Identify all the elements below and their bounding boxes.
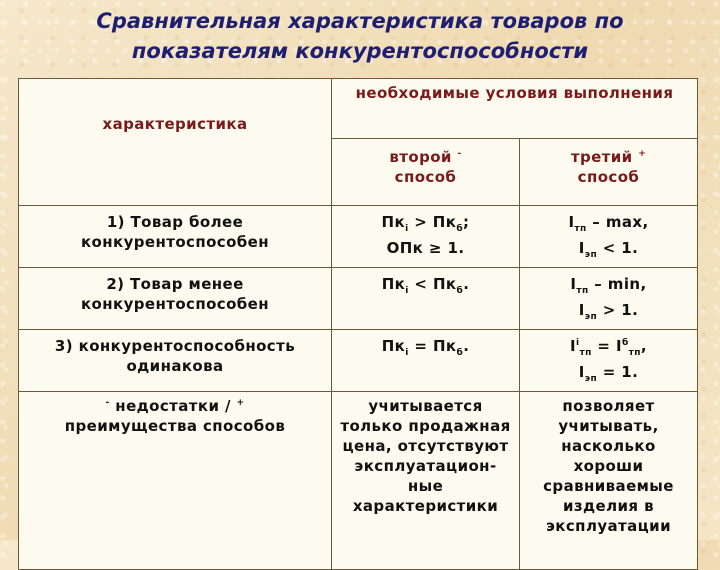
row-third-cell: $I_{тп}$ – max, $I_{эп} < 1$. xyxy=(520,206,698,268)
header-third-label-2: способ xyxy=(577,168,640,186)
row-label: 3) конкурентоспособность одинакова xyxy=(19,330,332,392)
table-row xyxy=(19,206,698,268)
row-second-cell: $Пк_i < Пк_б$. xyxy=(332,268,520,330)
table-row xyxy=(19,392,698,570)
row-third-cell: $I^i_{тп} = I^б_{тп}$, $I_{эп} = 1$. xyxy=(520,330,698,392)
header-second-label-2: способ xyxy=(394,168,457,186)
slide-title xyxy=(0,6,720,66)
row-third-cell: $I_{тп}$ – min, $I_{эп} > 1$. xyxy=(520,268,698,330)
row-second-cell: $Пк_i = Пк_б$. xyxy=(332,330,520,392)
header-characteristic: характеристика xyxy=(19,79,332,206)
row-second-cell: $Пк_i > Пк_б$; ОПк ≥ 1. xyxy=(332,206,520,268)
header-second-method xyxy=(332,139,520,206)
row-label: 1) Товар более конкурентоспособен xyxy=(19,206,332,268)
slide-title-line1: Сравнительная характеристика товаров по xyxy=(96,9,624,33)
comparison-table xyxy=(18,78,698,570)
table-row xyxy=(19,268,698,330)
header-conditions: необходимые условия выполнения xyxy=(332,79,698,139)
header-second-sign: - xyxy=(457,149,462,159)
row-label: - недостатки / + преимущества способов xyxy=(19,392,332,570)
header-third-label: третий xyxy=(570,148,633,166)
slide-title-line2: показателям конкурентоспособности xyxy=(131,39,589,63)
row-label: 2) Товар менее конкурентоспособен xyxy=(19,268,332,330)
row-third-cell: позволяет учитывать, насколько хороши сравниваемые изделия в эксплуатации xyxy=(520,392,698,570)
header-third-sign: + xyxy=(638,149,647,159)
table-header-row xyxy=(19,79,698,139)
table-row xyxy=(19,330,698,392)
header-third-method xyxy=(520,139,698,206)
row-second-cell: учитывается только продажная цена, отсутствуют эксплуатацион-ные характеристики xyxy=(332,392,520,570)
header-second-label: второй xyxy=(389,148,452,166)
